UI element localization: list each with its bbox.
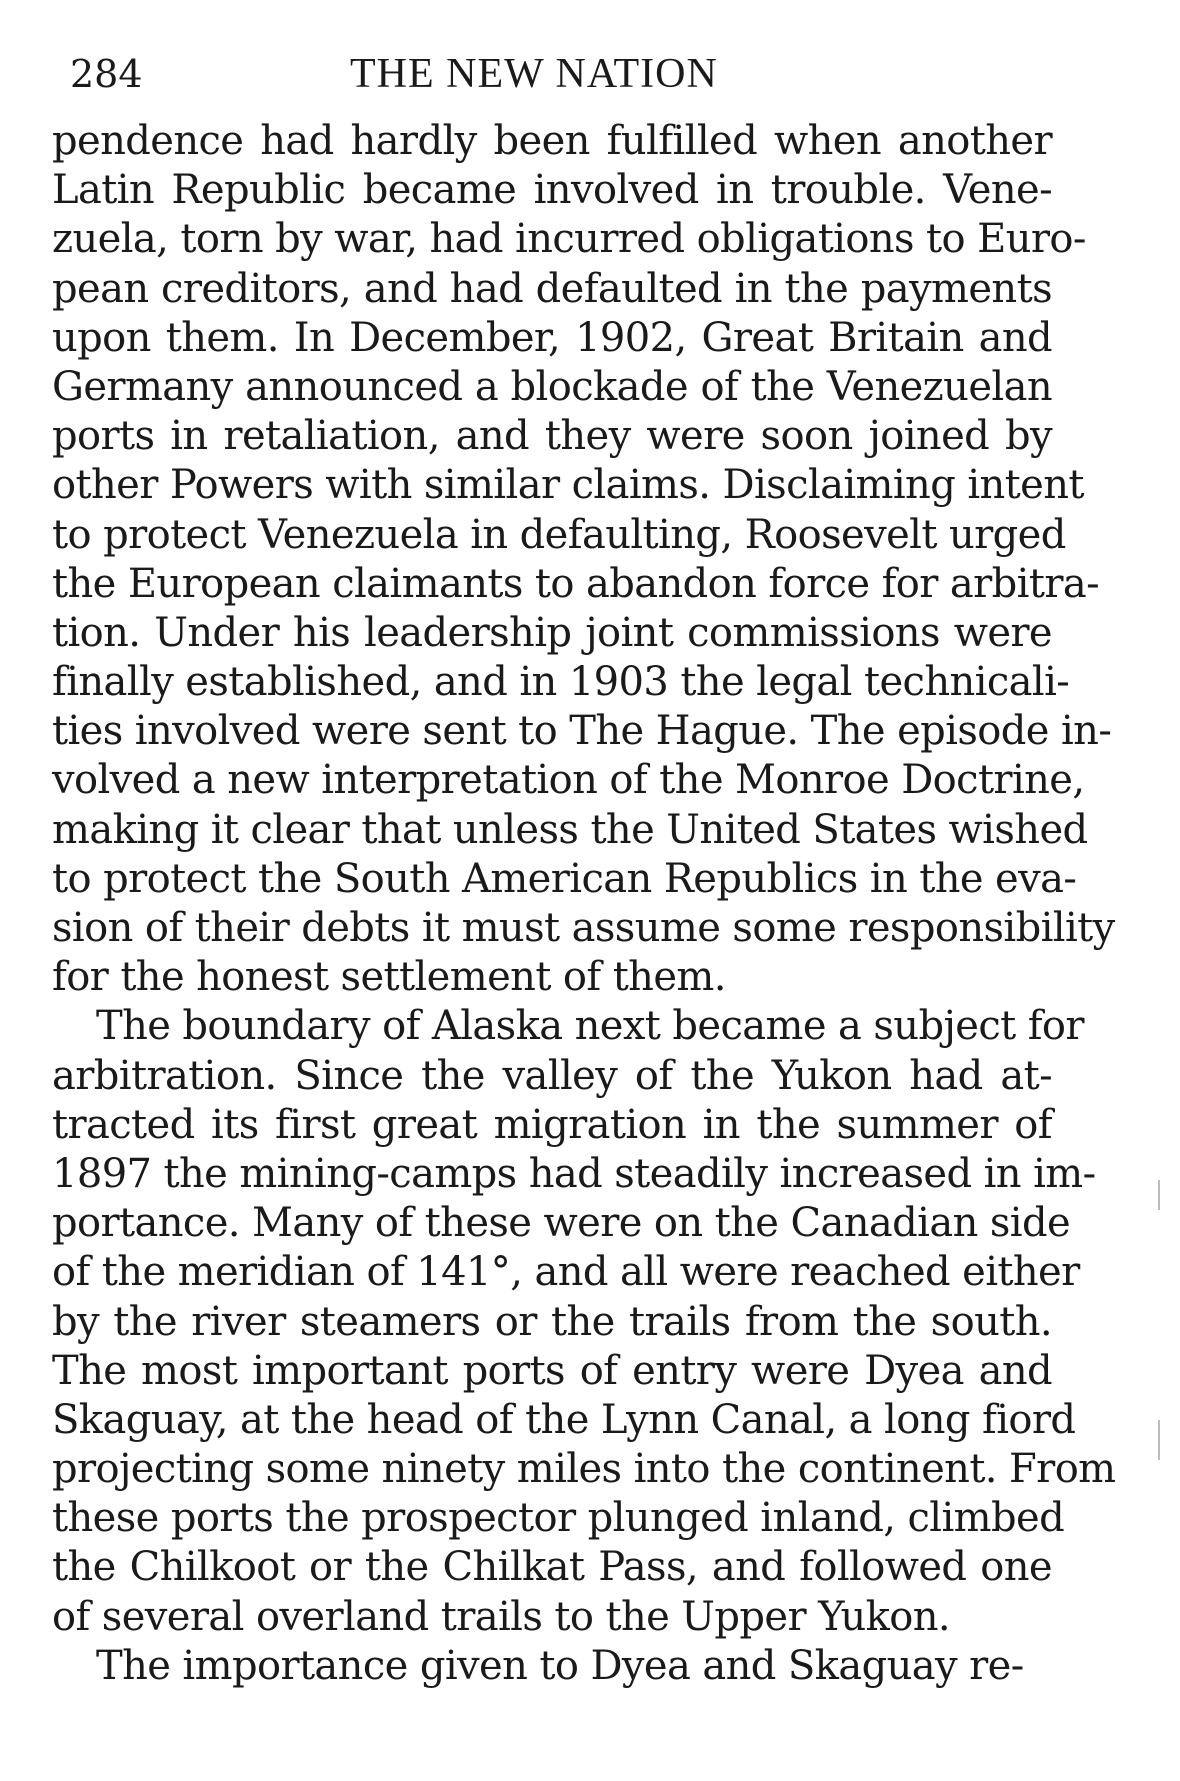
text-line: other Powers with similar claims. Disclaiming intent [52,462,1084,509]
text-line: portance. Many of these were on the Canadian side [52,1200,1071,1247]
running-head [70,50,1060,100]
scan-speck [1158,1420,1160,1460]
text-line: The importance given to Dyea and Skaguay re- [96,1642,1024,1689]
text-line: by the river steamers or the trails from the south. [52,1298,1052,1345]
text-line: finally established, and in 1903 the legal technicali- [52,659,1070,706]
text-line: tracted its first great migration in the summer of [52,1101,1052,1148]
paragraph [52,117,1115,1002]
text-line: arbitration. Since the valley of the Yukon had at- [52,1052,1052,1099]
text-line: ports in retaliation, and they were soon joined by [52,413,1052,460]
scan-speck [1158,1180,1160,1210]
text-line: Latin Republic became involved in trouble. Vene- [52,167,1052,214]
running-title: THE NEW NATION [350,51,718,97]
text-line: projecting some ninety miles into the continent. From [52,1446,1116,1493]
body-text [52,117,1116,1691]
text-line: of several overland trails to the Upper Yukon. [52,1593,951,1640]
text-line: Skaguay, at the head of the Lynn Canal, a long fiord [52,1396,1076,1443]
text-line: Germany announced a blockade of the Venezuelan [52,363,1052,410]
paragraph [52,1002,1116,1641]
text-line: ties involved were sent to The Hague. The episode in- [52,708,1112,755]
text-line: sion of their debts it must assume some responsibility [52,905,1115,951]
page-number: 284 [70,52,143,96]
text-line: tion. Under his leadership joint commissions were [52,609,1052,656]
text-line: pendence had hardly been fulfilled when another [52,118,1052,164]
text-line: for the honest settlement of them. [52,954,726,1001]
text-line: of the meridian of 141°, and all were reached either [52,1249,1080,1296]
text-line: zuela, torn by war, had incurred obligations to Euro- [52,216,1086,263]
text-line: the Chilkoot or the Chilkat Pass, and followed one [52,1544,1052,1591]
text-line: to protect Venezuela in defaulting, Roosevelt urged [52,511,1066,558]
text-line: pean creditors, and had defaulted in the payments [52,265,1052,312]
text-line: these ports the prospector plunged inland, climbed [52,1495,1065,1542]
text-line: the European claimants to abandon force for arbitra- [52,560,1100,607]
text-line: volved a new interpretation of the Monroe Doctrine, [52,757,1085,804]
text-line: to protect the South American Republics in the eva- [52,855,1077,902]
text-line: making it clear that unless the United States wished [52,806,1088,853]
paragraph [52,1642,1052,1691]
text-line: The most important ports of entry were Dyea and [52,1347,1052,1394]
text-line: 1897 the mining-camps had steadily increased in im- [52,1150,1096,1197]
text-line: The boundary of Alaska next became a subject for [96,1003,1084,1050]
text-line: upon them. In December, 1902, Great Britain and [52,314,1052,361]
